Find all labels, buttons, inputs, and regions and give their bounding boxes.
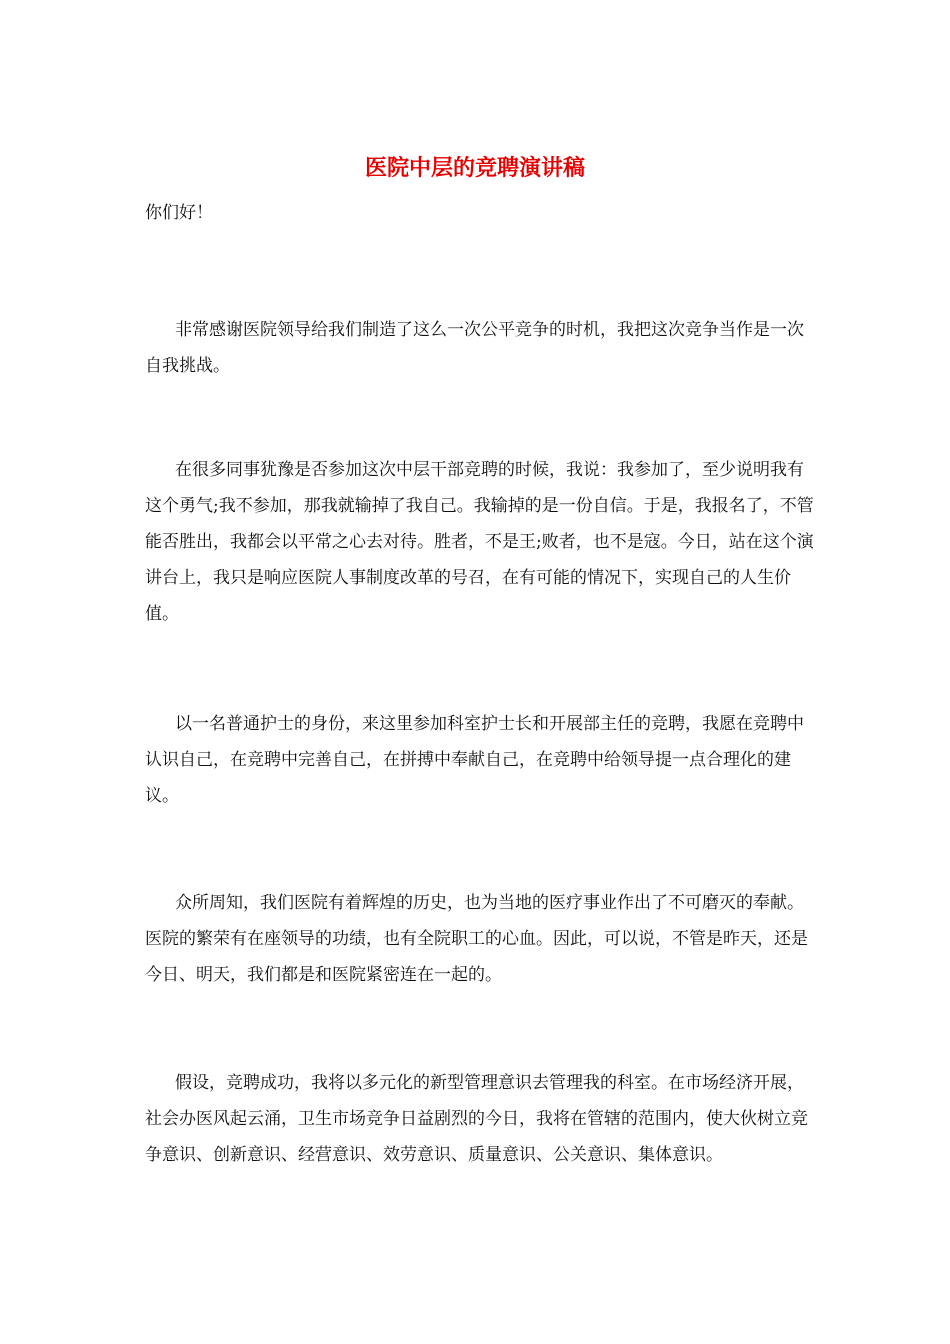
paragraph-1: 非常感谢医院领导给我们制造了这么一次公平竞争的时机，我把这次竞争当作是一次自我挑战。 xyxy=(145,320,804,376)
paragraph-4: 众所周知，我们医院有着辉煌的历史，也为当地的医疗事业作出了不可磨灭的奉献。医院的繁荣有在座领导的功绩，也有全院职工的心血。因此，可以说，不管是昨天，还是今日、明天，我们都是和医院紧密连在一起的。 xyxy=(145,893,808,985)
paragraph-3: 以一名普通护士的身份，来这里参加科室护士长和开展部主任的竞聘，我愿在竞聘中认识自己，在竞聘中完善自己，在拼搏中奉献自己，在竞聘中给领导提一点合理化的建议。 xyxy=(145,714,804,806)
document-title: 医院中层的竞聘演讲稿 xyxy=(364,155,585,181)
greeting-text: 你们好！ xyxy=(145,203,213,223)
paragraph-5: 假设，竞聘成功，我将以多元化的新型管理意识去管理我的科室。在市场经济开展，社会办医风起云涌，卫生市场竞争日益剧烈的今日，我将在管辖的范围内，使大伙树立竞争意识、创新意识、经营意识、效劳意识、质量意识、公关意识、集体意识。 xyxy=(145,1073,808,1165)
paragraph-2: 在很多同事犹豫是否参加这次中层干部竞聘的时候，我说：我参加了，至少说明我有这个勇气;我不参加，那我就输掉了我自己。我输掉的是一份自信。于是，我报名了，不管能否胜出，我都会以平常之心去对待。胜者，不是王;败者，也不是寇。今日，站在这个演讲台上，我只是响应医院人事制度改革的号召，在有可能的情况下，实现自己的人生价值。 xyxy=(145,460,814,624)
